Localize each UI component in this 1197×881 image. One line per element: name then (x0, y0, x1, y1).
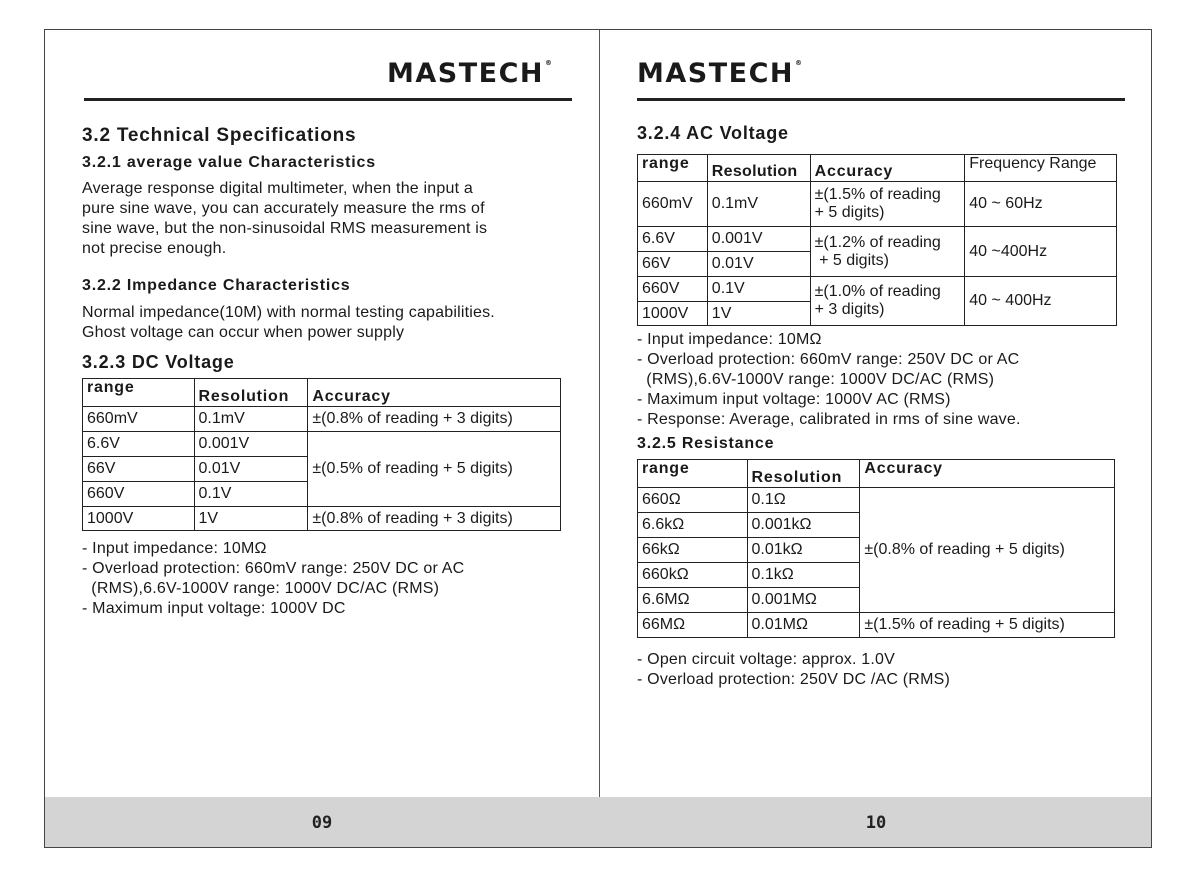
resolution-cell: 1V (194, 507, 308, 531)
header-rule-right (637, 98, 1125, 101)
range-cell: 6.6V (638, 227, 708, 252)
note-line: - Overload protection: 660mV range: 250V DC or AC (637, 351, 1020, 368)
table-row (83, 507, 561, 531)
range-cell: 6.6kΩ (638, 513, 748, 538)
range-cell: 1000V (83, 507, 195, 531)
resolution-cell: 0.01kΩ (747, 538, 860, 563)
frequency-cell: 40 ~ 400Hz (965, 277, 1117, 326)
resistance-table (637, 459, 1115, 638)
accuracy-line: ±(1.5% of reading (814, 186, 941, 203)
ac-voltage-table (637, 154, 1117, 326)
resolution-cell: 0.01V (194, 457, 308, 482)
resolution-cell: 0.001MΩ (747, 588, 860, 613)
resolution-cell: 0.001kΩ (747, 513, 860, 538)
range-cell: 6.6V (83, 432, 195, 457)
section-heading-specs: 3.2 Technical Specifications (82, 125, 357, 146)
note-line: (RMS),6.6V-1000V range: 1000V DC/AC (RMS) (82, 580, 440, 597)
resolution-cell: 0.1Ω (747, 488, 860, 513)
range-cell: 660mV (638, 182, 708, 227)
note-line: - Maximum input voltage: 1000V DC (82, 600, 346, 617)
text-line: pure sine wave, you can accurately measure the rms of (82, 200, 485, 217)
brand-logo-left: MASTECH® (387, 58, 552, 89)
range-cell: 6.6MΩ (638, 588, 748, 613)
accuracy-cell (810, 182, 965, 227)
page-number-left: 09 (311, 813, 333, 833)
accuracy-cell (810, 277, 965, 326)
accuracy-cell: ±(0.8% of reading + 3 digits) (308, 407, 561, 432)
note-line: - Overload protection: 660mV range: 250V DC or AC (82, 560, 465, 577)
resolution-cell: 0.001V (194, 432, 308, 457)
range-cell: 66MΩ (638, 613, 748, 638)
accuracy-line: + 5 digits) (814, 204, 885, 221)
note-line: - Input impedance: 10MΩ (637, 331, 822, 348)
range-cell: 66V (83, 457, 195, 482)
dc-voltage-table (82, 378, 561, 531)
page-number-right: 10 (865, 813, 887, 833)
dc-notes (82, 539, 464, 619)
note-line: - Input impedance: 10MΩ (82, 540, 267, 557)
text-line: not precise enough. (82, 240, 227, 257)
page-divider (599, 30, 600, 847)
header-resolution: Resolution (747, 460, 860, 488)
resistance-notes (637, 650, 950, 690)
resolution-cell: 0.1V (707, 277, 810, 302)
header-range: range (638, 155, 708, 182)
header-resolution: Resolution (707, 155, 810, 182)
range-cell: 66V (638, 252, 708, 277)
range-cell: 660kΩ (638, 563, 748, 588)
text-line: Ghost voltage can occur when power supply (82, 324, 405, 341)
header-rule-left (84, 98, 572, 101)
resolution-cell: 0.01MΩ (747, 613, 860, 638)
header-range: range (83, 379, 195, 407)
brand-logo-right: MASTECH® (637, 58, 802, 89)
range-cell: 1000V (638, 302, 708, 326)
subheading-ac-voltage: 3.2.4 AC Voltage (637, 123, 789, 143)
header-accuracy: Accuracy (860, 460, 1115, 488)
resolution-cell: 0.01V (707, 252, 810, 277)
note-line: - Response: Average, calibrated in rms of sine wave. (637, 411, 1021, 428)
table-header-row (638, 460, 1115, 488)
frequency-cell: 40 ~ 60Hz (965, 182, 1117, 227)
header-accuracy: Accuracy (810, 155, 965, 182)
accuracy-cell: ±(0.5% of reading + 5 digits) (308, 432, 561, 507)
impedance-paragraph (82, 303, 495, 343)
subheading-average: 3.2.1 average value Characteristics (82, 154, 376, 171)
subheading-dc-voltage: 3.2.3 DC Voltage (82, 352, 235, 372)
range-cell: 660mV (83, 407, 195, 432)
header-resolution: Resolution (194, 379, 308, 407)
table-row (83, 407, 561, 432)
range-cell: 660V (638, 277, 708, 302)
average-paragraph (82, 179, 487, 259)
accuracy-line: ±(1.2% of reading (814, 233, 941, 251)
resolution-cell: 0.1V (194, 482, 308, 507)
text-line: sine wave, but the non-sinusoidal RMS measurement is (82, 220, 488, 237)
table-header-row (83, 379, 561, 407)
resolution-cell: 0.001V (707, 227, 810, 252)
table-row (638, 227, 1117, 252)
frequency-cell: 40 ~400Hz (965, 227, 1117, 277)
note-line: (RMS),6.6V-1000V range: 1000V DC/AC (RMS) (637, 371, 995, 388)
accuracy-line: + 3 digits) (814, 301, 885, 318)
resolution-cell: 0.1mV (194, 407, 308, 432)
table-row (638, 277, 1117, 302)
footer-band (45, 797, 1151, 847)
text-line: Average response digital multimeter, when the input a (82, 180, 473, 197)
accuracy-line: + 5 digits) (814, 251, 889, 269)
subheading-resistance: 3.2.5 Resistance (637, 435, 775, 452)
table-header-row (638, 155, 1117, 182)
range-cell: 660Ω (638, 488, 748, 513)
resolution-cell: 1V (707, 302, 810, 326)
header-accuracy: Accuracy (308, 379, 561, 407)
accuracy-cell (810, 227, 965, 277)
table-row (638, 488, 1115, 513)
accuracy-line: ±(1.0% of reading (814, 283, 941, 300)
note-line: - Maximum input voltage: 1000V AC (RMS) (637, 391, 951, 408)
accuracy-cell: ±(0.8% of reading + 3 digits) (308, 507, 561, 531)
subheading-impedance: 3.2.2 Impedance Characteristics (82, 277, 351, 294)
resolution-cell: 0.1mV (707, 182, 810, 227)
ac-notes (637, 330, 1021, 430)
resolution-cell: 0.1kΩ (747, 563, 860, 588)
note-line: - Open circuit voltage: approx. 1.0V (637, 651, 895, 668)
table-row (638, 182, 1117, 227)
range-cell: 66kΩ (638, 538, 748, 563)
accuracy-cell: ±(1.5% of reading + 5 digits) (860, 613, 1115, 638)
table-row (638, 613, 1115, 638)
range-cell: 660V (83, 482, 195, 507)
table-row (83, 432, 561, 457)
header-frequency-range: Frequency Range (965, 155, 1117, 182)
accuracy-cell: ±(0.8% of reading + 5 digits) (860, 488, 1115, 613)
header-range: range (638, 460, 748, 488)
text-line: Normal impedance(10M) with normal testing capabilities. (82, 304, 495, 321)
note-line: - Overload protection: 250V DC /AC (RMS) (637, 671, 950, 688)
